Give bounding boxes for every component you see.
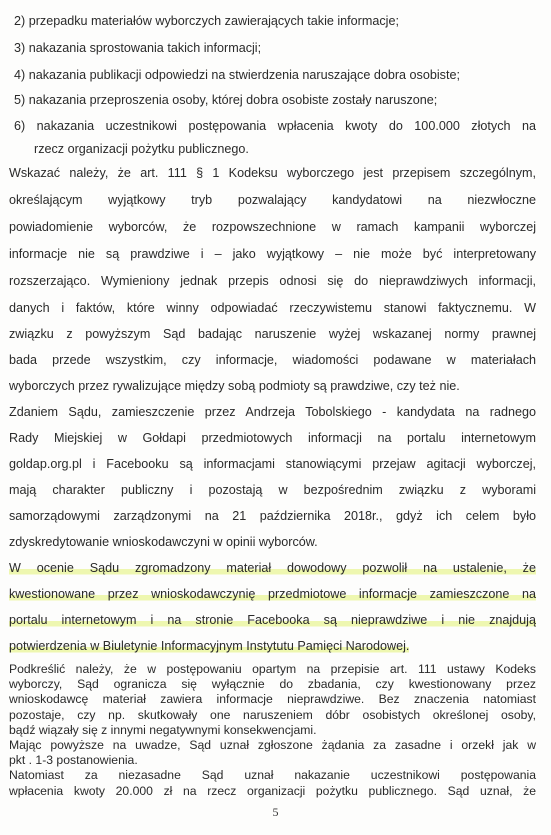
text-line: informacje nie są prawdziwe i – jako wyjątkowy – nie może być interpretowany	[9, 247, 536, 261]
text-line: samorządowymi zarządzonymi na 21 października 2018r., gdyż ich celem było	[9, 509, 536, 523]
text-line: bądź wiązały się z innymi negatywnymi konsekwencjami.	[9, 722, 317, 737]
text-line: Natomiast za niezasadne Sąd uznał nakazanie uczestnikowi postępowania	[9, 768, 536, 783]
text-line: Zdaniem Sądu, zamieszczenie przez Andrzeja Tobolskiego - kandydata na radnego	[9, 405, 536, 419]
list-item: 5) nakazania przeproszenia osoby, której dobra osobiste zostały naruszone;	[14, 93, 438, 107]
text-line: zdyskredytowanie wnioskodawczyni w opinii wyborców.	[9, 535, 318, 549]
list-item: 6) nakazania uczestnikowi postępowania wpłacenia kwoty do 100.000 złotych na	[14, 119, 536, 133]
text-line: pozostaje, czy np. skutkowały one naruszeniem dóbr osobistych określonej osoby,	[9, 707, 536, 722]
text-line: wpłacenia kwoty 20.000 zł na rzecz organizacji pożytku publicznego. Sąd uznał, że	[9, 783, 536, 798]
list-item-continuation: rzecz organizacji pożytku publicznego.	[34, 142, 249, 156]
list-item: 4) nakazania publikacji odpowiedzi na stwierdzenia naruszające dobra osobiste;	[14, 68, 460, 82]
text-line: goldap.org.pl i Facebooku są informacjami stanowiącymi przejaw agitacji wyborczej,	[9, 457, 536, 471]
text-line: danych i faktów, które winny odpowiadać rzeczywistemu stanowi faktycznemu. W	[9, 301, 536, 315]
text-line: wyborczych przez rywalizujące między sobą podmioty są prawdziwe, czy też nie.	[9, 379, 460, 393]
text-line: określającym wyjątkowy tryb pozwalający kandydatowi na niezwłoczne	[9, 193, 536, 207]
highlighted-line: portalu internetowym i na stronie Facebooka są nieprawdziwe i nie znajdują	[9, 613, 536, 627]
text-line: Wskazać należy, że art. 111 § 1 Kodeksu wyborczego jest przepisem szczególnym,	[9, 166, 536, 180]
highlighted-line: W ocenie Sądu zgromadzony materiał dowodowy pozwolił na ustalenie, że	[9, 561, 536, 575]
text-line: Rady Miejskiej w Gołdapi przedmiotowych informacji na portalu internetowym	[9, 431, 536, 445]
text-line: Podkreślić należy, że w postępowaniu opartym na przepisie art. 111 ustawy Kodeks	[9, 662, 536, 676]
text-line: Mając powyższe na uwadze, Sąd uznał zgłoszone żądania za zasadne i orzekł jak w	[9, 738, 536, 752]
text-line: pkt . 1-3 postanowienia.	[9, 753, 138, 768]
text-line: bada przede wszystkim, czy informacje, wiadomości podawane w materiałach	[9, 353, 536, 367]
text-line: związku z powyższym Sąd badając naruszenie wyżej wskazanej normy prawnej	[9, 327, 536, 341]
page-number: 5	[272, 805, 279, 819]
text-line: powiadomienie wyborców, że rozpowszechnione w ramach kampanii wyborczej	[9, 220, 536, 234]
list-item: 2) przepadku materiałów wyborczych zawierających takie informacje;	[14, 14, 399, 28]
list-item: 3) nakazania sprostowania takich informacji;	[14, 41, 262, 55]
highlighted-line: kwestionowane przez wnioskodawczynię przedmiotowe informacje zamieszczone na	[9, 587, 536, 601]
text-line: mają charakter publiczny i pozostają w bezpośrednim związku z wyborami	[9, 483, 536, 497]
highlighted-line: potwierdzenia w Biuletynie Informacyjnym Instytutu Pamięci Narodowej.	[9, 639, 410, 653]
text-line: wyborczy, Sąd ogranicza się wyłącznie do zbadania, czy kwestionowany przez	[9, 677, 536, 692]
text-line: rozszerzająco. Wymieniony jednak przepis odnosi się do nieprawdziwych informacji,	[9, 274, 536, 288]
text-line: wnioskodawcę materiał zawiera informacje nieprawdziwe. Bez znaczenia natomiast	[9, 692, 536, 707]
